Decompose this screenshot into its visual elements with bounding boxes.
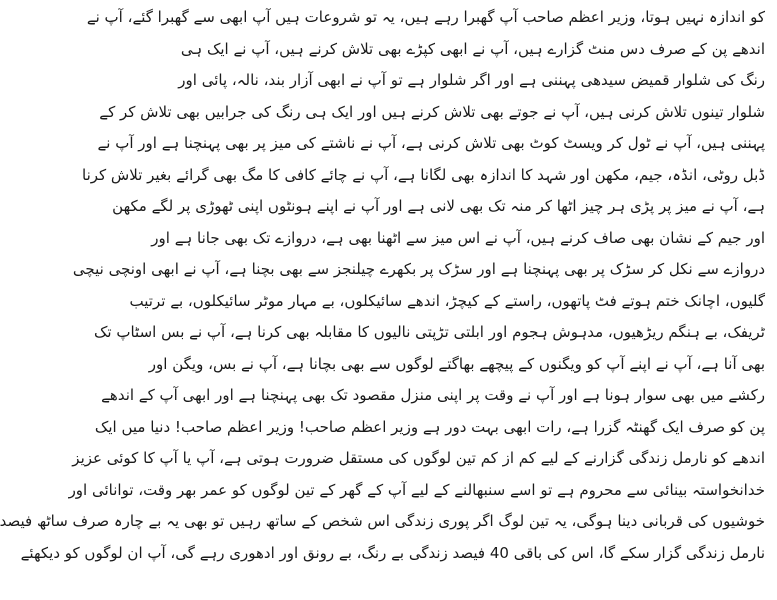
article-line-5: پہننی ہیں، آپ نے ٹول کر ویسٹ کوٹ بھی تلاش کرنی ہے، آپ نے ناشتے کی میز پر بھی پہنچنا ہے اور آپ نے — [97, 134, 765, 152]
article-line-7: ہے، آپ نے میز پر پڑی ہر چیز اٹھا کر منہ تک بھی لانی ہے اور آپ نے اپنے ہونٹوں اپنی ٹھوڑی پر لگے مکھن — [112, 197, 765, 215]
article-line-11: ٹریفک، بے ہنگم ریڑھیوں، مدہوش ہجوم اور ابلتی تڑپتی نالیوں کا مقابلہ بھی کرنا ہے، آپ نے بس اسٹاپ تک — [94, 323, 765, 341]
article-line-13: رکشے میں بھی سوار ہونا ہے اور آپ نے وقت پر اپنی منزل مقصود تک بھی پہنچنا ہے اور ابھی آپ کے اندھے — [101, 386, 765, 404]
article-line-6: ڈبل روٹی، انڈہ، جیم، مکھن اور شہد کا اندازہ بھی لگانا ہے، آپ نے چائے کافی کا مگ بھی گرائے بغیر تلاش کرنا — [82, 165, 765, 184]
urdu-article-body — [0, 2, 765, 569]
article-line-1: کو اندازہ نہیں ہوتا، وزیر اعظم صاحب آپ گھبرا رہے ہیں، یہ تو شروعات ہیں آپ ابھی سے گھبرا گئے، آپ نے — [86, 8, 765, 26]
article-line-15: اندھے کو نارمل زندگی گزارنے کے لیے کم از کم تین لوگوں کی مستقل ضرورت ہوتی ہے، آپ یا آپ کا کوئی عزیز — [72, 449, 765, 467]
article-line-14: پن کو صرف ایک گھنٹہ گزرا ہے، رات ابھی بہت دور ہے وزیر اعظم صاحب! وزیر اعظم صاحب! دنیا میں ایک — [94, 417, 765, 436]
article-line-3: رنگ کی شلوار قمیض سیدھی پہننی ہے اور اگر شلوار ہے تو آپ نے ابھی آزار بند، نالہ، پائی اور — [178, 71, 765, 89]
article-line-2: اندھے پن کے صرف دس منٹ گزارے ہیں، آپ نے ابھی کپڑے بھی تلاش کرنے ہیں، آپ نے ایک ہی — [180, 39, 765, 58]
article-line-18: نارمل زندگی گزار سکے گا، اس کی باقی 40 فیصد زندگی بے رنگ، بے رونق اور ادھوری رہے گی، آپ ان لوگوں کو دیکھئے — [20, 543, 765, 562]
article-line-9: دروازے سے نکل کر سڑک پر بھی پہنچنا ہے اور سڑک پر بکھرے چیلنجز سے بھی بچنا ہے، آپ نے ابھی اونچی نیچی — [72, 260, 765, 278]
article-line-8: اور جیم کے نشان بھی صاف کرنے ہیں، آپ نے اس میز سے اٹھنا بھی ہے، دروازے تک بھی جانا ہے اور — [151, 228, 765, 247]
article-line-10: گلیوں، اچانک ختم ہوتے فٹ پاتھوں، راستے کے کیچڑ، اندھے سائیکلوں، بے مہار موٹر سائیکلوں، بے ترتیب — [129, 291, 765, 310]
article-line-12: بھی آنا ہے، آپ نے اپنے آپ کو ویگنوں کے پیچھے بھاگتے لوگوں سے بھی بچانا ہے، آپ نے بس، ویگن اور — [148, 354, 765, 373]
article-line-16: خدانخواستہ بینائی سے محروم ہے تو اسے سنبھالنے کے لیے آپ کے گھر کے تین لوگوں کو عمر بھر وقت، توانائی اور — [68, 480, 765, 499]
article-line-4: شلوار تینوں تلاش کرنی ہیں، آپ نے جوتے بھی تلاش کرنے ہیں اور ایک ہی رنگ کی جرابیں بھی تلاش کر کے — [99, 102, 765, 121]
article-line-17: خوشیوں کی قربانی دینا ہوگی، یہ تین لوگ اگر پوری زندگی اس شخص کے ساتھ رہیں تو بھی یہ بے چارہ صرف ساٹھ فیصد — [0, 512, 765, 530]
